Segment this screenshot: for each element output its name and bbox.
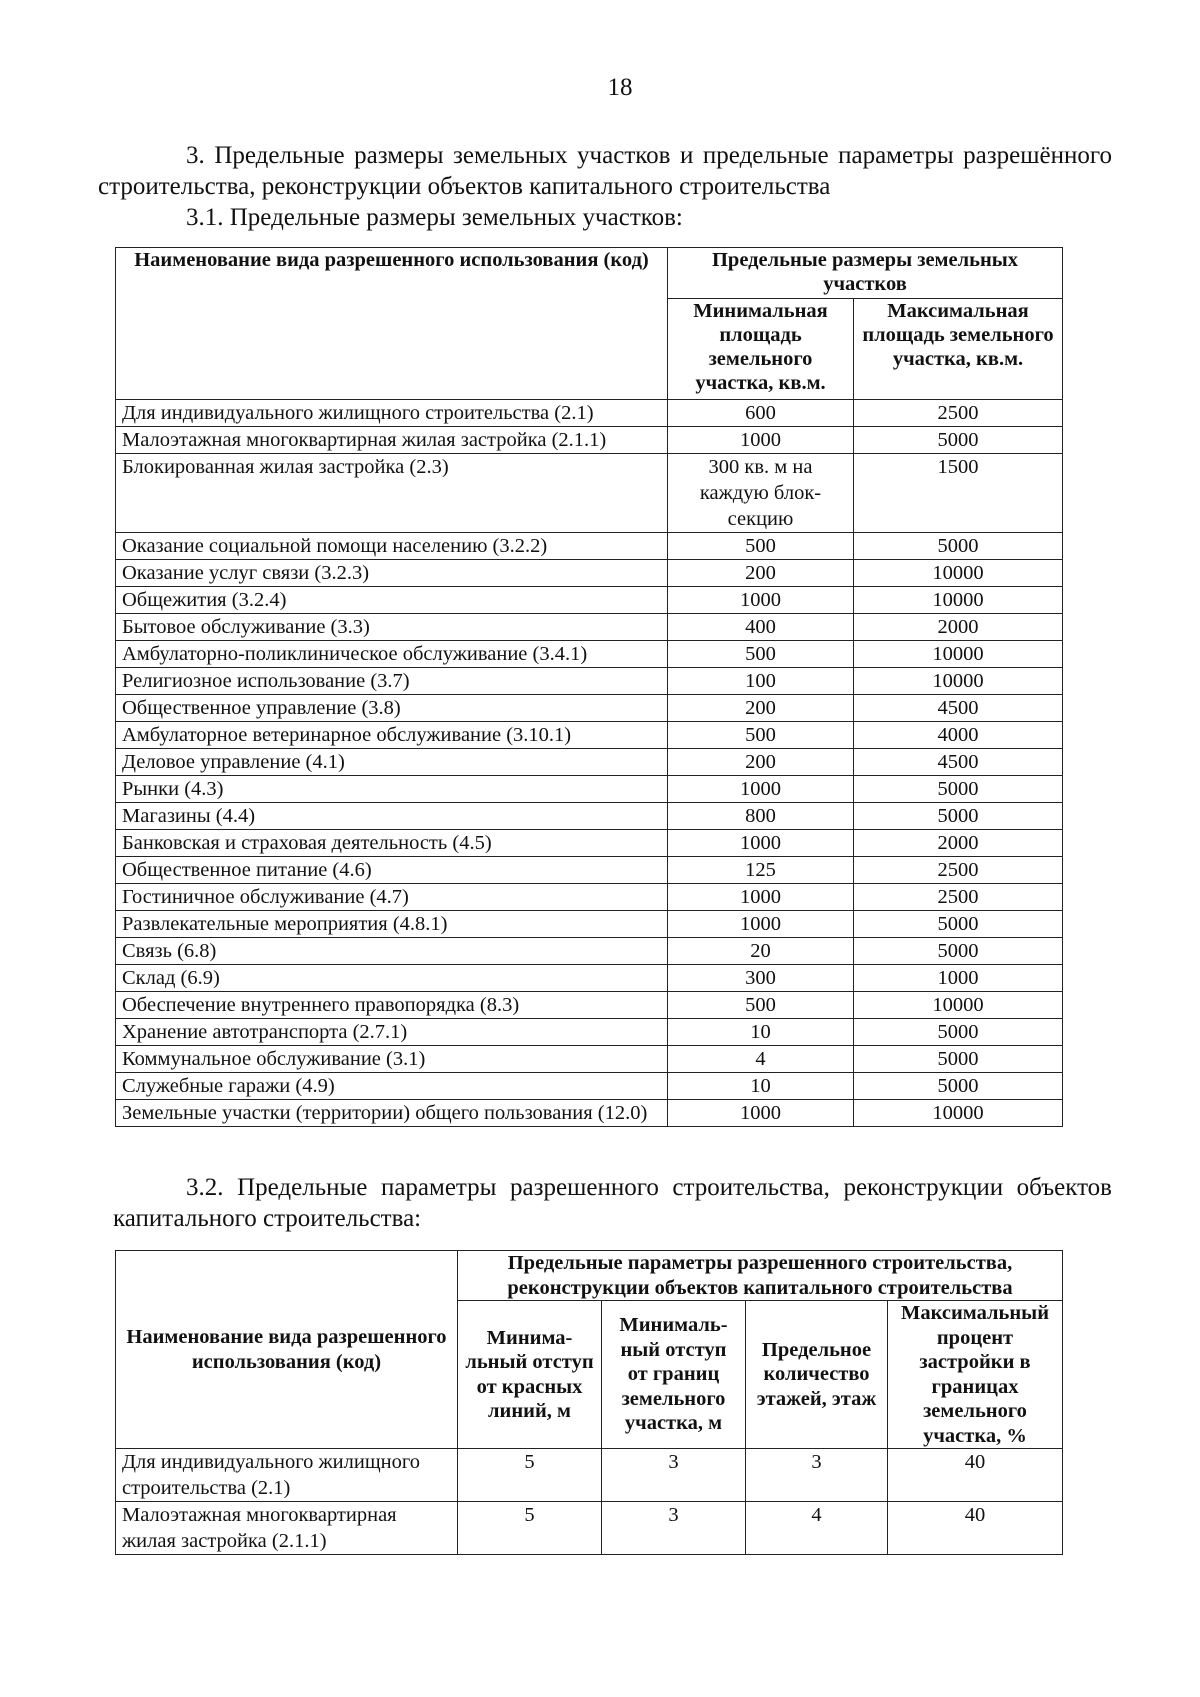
row-name-cell: Хранение автотранспорта (2.7.1) — [116, 1019, 668, 1046]
row-min-area-cell: 400 — [668, 614, 854, 641]
row-name-cell: Бытовое обслуживание (3.3) — [116, 614, 668, 641]
table2-header-group: Предельные параметры разрешенного строительства, реконструкции объектов капитального строительства — [458, 1251, 1063, 1301]
row-min-area-cell: 600 — [668, 400, 854, 427]
row-max-area-cell: 10000 — [854, 560, 1063, 587]
table1-header-name: Наименование вида разрешенного использования (код) — [116, 248, 668, 400]
row-name-cell: Земельные участки (территории) общего пользования (12.0) — [116, 1100, 668, 1127]
section-3-heading-text: 3. Предельные размеры земельных участков и предельные параметры разрешённого строительства, реконструкции объектов капитального строительства — [98, 142, 1112, 200]
row-boundary-setback-cell: 3 — [602, 1502, 746, 1555]
table-row — [116, 830, 1063, 857]
table-row — [116, 1019, 1063, 1046]
row-floors-cell: 3 — [746, 1449, 888, 1502]
row-min-area-cell: 300 — [668, 965, 854, 992]
table2-header-boundary-setback: Минималь-ный отступ от границ земельного участка, м — [602, 1301, 746, 1449]
table-row — [116, 776, 1063, 803]
table-row — [116, 803, 1063, 830]
table2-header-floors: Предельное количество этажей, этаж — [746, 1301, 888, 1449]
row-name-cell: Оказание социальной помощи населению (3.2.2) — [116, 533, 668, 560]
row-name-cell: Коммунальное обслуживание (3.1) — [116, 1046, 668, 1073]
row-min-area-cell: 200 — [668, 749, 854, 776]
row-min-area-cell: 1000 — [668, 911, 854, 938]
row-name-cell: Банковская и страховая деятельность (4.5) — [116, 830, 668, 857]
table-row — [116, 560, 1063, 587]
row-max-area-cell: 5000 — [854, 776, 1063, 803]
row-max-area-cell: 10000 — [854, 587, 1063, 614]
table-row — [116, 400, 1063, 427]
row-name-cell: Малоэтажная многоквартирная жилая застройка (2.1.1) — [116, 1502, 458, 1555]
table-row — [116, 668, 1063, 695]
row-min-area-cell: 300 кв. м на каждую блок-секцию — [668, 454, 854, 533]
row-max-area-cell: 2500 — [854, 857, 1063, 884]
row-name-cell: Для индивидуального жилищного строительства (2.1) — [116, 400, 668, 427]
row-max-area-cell: 10000 — [854, 992, 1063, 1019]
row-max-area-cell: 5000 — [854, 911, 1063, 938]
row-min-area-cell: 200 — [668, 560, 854, 587]
row-min-area-cell: 200 — [668, 695, 854, 722]
table-row — [116, 614, 1063, 641]
row-max-area-cell: 1500 — [854, 454, 1063, 533]
row-red-line-setback-cell: 5 — [458, 1502, 602, 1555]
row-min-area-cell: 10 — [668, 1019, 854, 1046]
row-min-area-cell: 4 — [668, 1046, 854, 1073]
row-boundary-setback-cell: 3 — [602, 1449, 746, 1502]
building-parameters-table — [115, 1250, 1063, 1555]
row-min-area-cell: 500 — [668, 992, 854, 1019]
row-max-area-cell: 2000 — [854, 830, 1063, 857]
row-max-area-cell: 2000 — [854, 614, 1063, 641]
row-max-area-cell: 2500 — [854, 884, 1063, 911]
table-row — [116, 1046, 1063, 1073]
row-name-cell: Амбулаторно-поликлиническое обслуживание (3.4.1) — [116, 641, 668, 668]
row-min-area-cell: 1000 — [668, 884, 854, 911]
row-name-cell: Гостиничное обслуживание (4.7) — [116, 884, 668, 911]
row-name-cell: Деловое управление (4.1) — [116, 749, 668, 776]
page-number: 18 — [607, 74, 633, 101]
table-row — [116, 992, 1063, 1019]
section-3-heading — [98, 140, 1112, 202]
row-max-area-cell: 5000 — [854, 938, 1063, 965]
table-row — [116, 722, 1063, 749]
table1-header-min: Минимальная площадь земельного участка, кв.м. — [668, 299, 854, 400]
table2-header-red-line-setback: Минима-льный отступ от красных линий, м — [458, 1301, 602, 1449]
row-name-cell: Обеспечение внутреннего правопорядка (8.3) — [116, 992, 668, 1019]
table-row — [116, 911, 1063, 938]
row-red-line-setback-cell: 5 — [458, 1449, 602, 1502]
table2-header-name: Наименование вида разрешенного использования (код) — [116, 1251, 458, 1449]
row-name-cell: Амбулаторное ветеринарное обслуживание (3.10.1) — [116, 722, 668, 749]
section-3-1-heading — [98, 202, 1112, 233]
row-min-area-cell: 10 — [668, 1073, 854, 1100]
land-plot-size-table — [115, 247, 1063, 1127]
table-row — [116, 1100, 1063, 1127]
row-max-area-cell: 2500 — [854, 400, 1063, 427]
table-row — [116, 857, 1063, 884]
row-min-area-cell: 1000 — [668, 587, 854, 614]
row-name-cell: Блокированная жилая застройка (2.3) — [116, 454, 668, 533]
row-coverage-cell: 40 — [888, 1502, 1063, 1555]
section-3-2-heading — [113, 1172, 1112, 1234]
section-3-2-heading-text: 3.2. Предельные параметры разрешенного строительства, реконструкции объектов капитального строительства: — [113, 1174, 1112, 1232]
section-3-1-heading-text: 3.1. Предельные размеры земельных участков: — [186, 204, 683, 231]
table-row — [116, 454, 1063, 533]
row-min-area-cell: 500 — [668, 533, 854, 560]
row-max-area-cell: 5000 — [854, 1073, 1063, 1100]
table-row — [116, 1073, 1063, 1100]
table-row — [116, 884, 1063, 911]
row-name-cell: Связь (6.8) — [116, 938, 668, 965]
row-max-area-cell: 5000 — [854, 1046, 1063, 1073]
row-max-area-cell: 5000 — [854, 1019, 1063, 1046]
row-max-area-cell: 10000 — [854, 668, 1063, 695]
row-name-cell: Оказание услуг связи (3.2.3) — [116, 560, 668, 587]
row-coverage-cell: 40 — [888, 1449, 1063, 1502]
row-min-area-cell: 20 — [668, 938, 854, 965]
row-name-cell: Магазины (4.4) — [116, 803, 668, 830]
row-name-cell: Служебные гаражи (4.9) — [116, 1073, 668, 1100]
table-row — [116, 965, 1063, 992]
row-name-cell: Общежития (3.2.4) — [116, 587, 668, 614]
row-min-area-cell: 1000 — [668, 1100, 854, 1127]
row-name-cell: Общественное питание (4.6) — [116, 857, 668, 884]
row-min-area-cell: 800 — [668, 803, 854, 830]
row-max-area-cell: 5000 — [854, 803, 1063, 830]
row-name-cell: Малоэтажная многоквартирная жилая застройка (2.1.1) — [116, 427, 668, 454]
row-max-area-cell: 4000 — [854, 722, 1063, 749]
table-row — [116, 427, 1063, 454]
row-min-area-cell: 1000 — [668, 427, 854, 454]
row-max-area-cell: 5000 — [854, 427, 1063, 454]
row-min-area-cell: 125 — [668, 857, 854, 884]
row-min-area-cell: 1000 — [668, 776, 854, 803]
row-min-area-cell: 1000 — [668, 830, 854, 857]
table-row — [116, 695, 1063, 722]
table-row — [116, 1449, 1063, 1502]
row-name-cell: Развлекательные мероприятия (4.8.1) — [116, 911, 668, 938]
row-max-area-cell: 10000 — [854, 641, 1063, 668]
row-max-area-cell: 1000 — [854, 965, 1063, 992]
row-max-area-cell: 4500 — [854, 749, 1063, 776]
table-row — [116, 938, 1063, 965]
row-max-area-cell: 10000 — [854, 1100, 1063, 1127]
row-min-area-cell: 500 — [668, 722, 854, 749]
table1-header-max: Максимальная площадь земельного участка, кв.м. — [854, 299, 1063, 400]
row-floors-cell: 4 — [746, 1502, 888, 1555]
row-min-area-cell: 500 — [668, 641, 854, 668]
table2-header-coverage: Максимальный процент застройки в границах земельного участка, % — [888, 1301, 1063, 1449]
table-row — [116, 749, 1063, 776]
table-row — [116, 533, 1063, 560]
table1-header-group: Предельные размеры земельных участков — [668, 248, 1063, 299]
row-name-cell: Рынки (4.3) — [116, 776, 668, 803]
table-row — [116, 641, 1063, 668]
row-name-cell: Склад (6.9) — [116, 965, 668, 992]
row-max-area-cell: 4500 — [854, 695, 1063, 722]
table-row — [116, 1502, 1063, 1555]
row-name-cell: Для индивидуального жилищного строительства (2.1) — [116, 1449, 458, 1502]
row-max-area-cell: 5000 — [854, 533, 1063, 560]
table-row — [116, 587, 1063, 614]
row-min-area-cell: 100 — [668, 668, 854, 695]
row-name-cell: Религиозное использование (3.7) — [116, 668, 668, 695]
row-name-cell: Общественное управление (3.8) — [116, 695, 668, 722]
